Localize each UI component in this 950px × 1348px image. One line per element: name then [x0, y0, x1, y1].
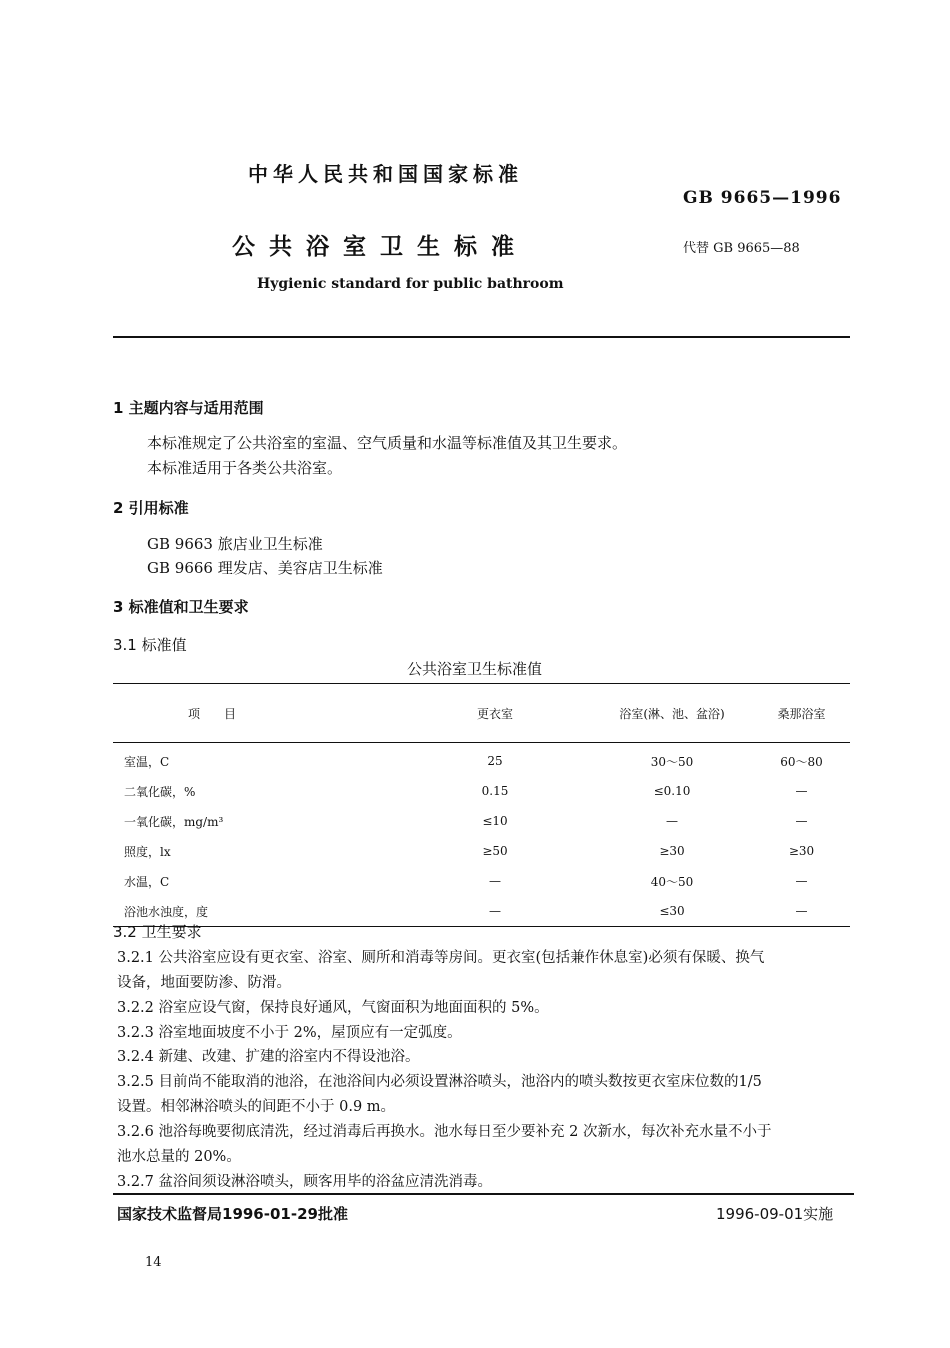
table-cell: 水温，C — [124, 874, 170, 889]
table-row — [113, 776, 850, 806]
replaces-note: 代替 GB 9665—88 — [683, 241, 800, 256]
english-title: Hygienic standard for public bathroom — [257, 276, 564, 292]
requirement-line: 设置。相邻淋浴喷头的间距不小于 0.9 m。 — [117, 1099, 396, 1115]
table-cell: 二氧化碳，% — [124, 784, 196, 799]
requirement-line: 池水总量的 20%。 — [117, 1149, 241, 1165]
table-cell: — — [795, 784, 808, 798]
subsection-3-2-heading: 3.2 卫生要求 — [113, 923, 202, 941]
national-standard-heading: 中华人民共和国国家标准 — [248, 162, 523, 186]
table-header-cell: 桑那浴室 — [753, 684, 850, 743]
requirement-line: 3.2.4 新建、改建、扩建的浴室内不得设池浴。 — [117, 1049, 420, 1065]
requirement-line: 3.2.5 目前尚不能取消的池浴，在池浴间内必须设置淋浴喷头，池浴内的喷头数按更衣室床位数的1/5 — [117, 1074, 762, 1090]
table-header-cell: 项 目 — [113, 684, 399, 743]
table-cell: ≤30 — [591, 896, 753, 927]
document-title: 公共浴室卫生标准 — [232, 234, 528, 260]
table-cell: — — [399, 896, 591, 927]
table-row — [113, 743, 850, 777]
table-row — [113, 836, 850, 866]
standard-values-table — [113, 683, 850, 927]
page-number: 14 — [145, 1255, 162, 1270]
table-cell: 40～50 — [650, 874, 694, 889]
footer-divider — [113, 1193, 854, 1195]
table-cell: 一氧化碳，mg/m³ — [124, 814, 224, 829]
requirement-line: 3.2.6 池浴每晚要彻底清洗，经过消毒后再换水。池水每日至少要补充 2 次新水，每次补充水量不小于 — [117, 1124, 772, 1140]
table-cell: — — [795, 814, 808, 828]
requirement-line: 3.2.1 公共浴室应设有更衣室、浴室、厕所和消毒等房间。更衣室(包括兼作休息室)必须有保暖、换气 — [117, 950, 765, 966]
table-cell: 0.15 — [481, 784, 509, 798]
subsection-3-1-heading: 3.1 标准值 — [113, 636, 187, 654]
table-cell: ≤0.10 — [653, 784, 691, 798]
approval-line: 国家技术监督局1996-01-29批准 — [117, 1205, 348, 1223]
section-3-heading: 3 标准值和卫生要求 — [113, 598, 249, 616]
table-caption: 公共浴室卫生标准值 — [407, 660, 543, 678]
table-cell: 浴池水浊度，度 — [113, 896, 399, 927]
requirement-line: 设备，地面要防渗、防滑。 — [117, 975, 291, 991]
table-cell: — — [795, 874, 808, 888]
table-cell: 30～50 — [650, 754, 694, 769]
table-cell: 室温，C — [124, 754, 170, 769]
table-cell: 60～80 — [780, 754, 823, 769]
standard-number: GB 9665—1996 — [683, 188, 842, 208]
reference-item: GB 9666 理发店、美容店卫生标准 — [147, 559, 383, 577]
table-header-cell: 浴室(淋、池、盆浴) — [591, 684, 753, 743]
table-header-row — [113, 684, 850, 743]
table-cell: ≤10 — [482, 814, 508, 828]
reference-item: GB 9663 旅店业卫生标准 — [147, 535, 323, 553]
table-row — [113, 806, 850, 836]
requirement-line: 3.2.2 浴室应设气窗，保持良好通风，气窗面积为地面面积的 5%。 — [117, 1000, 549, 1016]
header-divider — [113, 336, 850, 338]
table-row — [113, 866, 850, 896]
table-header-cell: 更衣室 — [399, 684, 591, 743]
requirement-line: 3.2.7 盆浴间须设淋浴喷头，顾客用毕的浴盆应清洗消毒。 — [117, 1174, 493, 1190]
table-cell: — — [753, 896, 850, 927]
table-cell: — — [489, 874, 501, 888]
section-1-heading: 1 主题内容与适用范围 — [113, 399, 264, 417]
table-cell: ≥50 — [482, 844, 508, 858]
table-cell: 照度，lx — [124, 844, 171, 859]
requirement-line: 3.2.3 浴室地面坡度不小于 2%，屋顶应有一定弧度。 — [117, 1025, 462, 1041]
section-1-paragraph: 本标准适用于各类公共浴室。 — [147, 459, 343, 477]
section-1-paragraph: 本标准规定了公共浴室的室温、空气质量和水温等标准值及其卫生要求。 — [147, 434, 628, 452]
table-cell: — — [666, 814, 678, 828]
table-row — [113, 896, 850, 927]
table-cell: ≥30 — [659, 844, 685, 858]
table-cell: 25 — [487, 754, 503, 768]
section-2-heading: 2 引用标准 — [113, 499, 189, 517]
effective-date: 1996-09-01实施 — [716, 1205, 834, 1223]
table-cell: ≥30 — [788, 844, 815, 858]
